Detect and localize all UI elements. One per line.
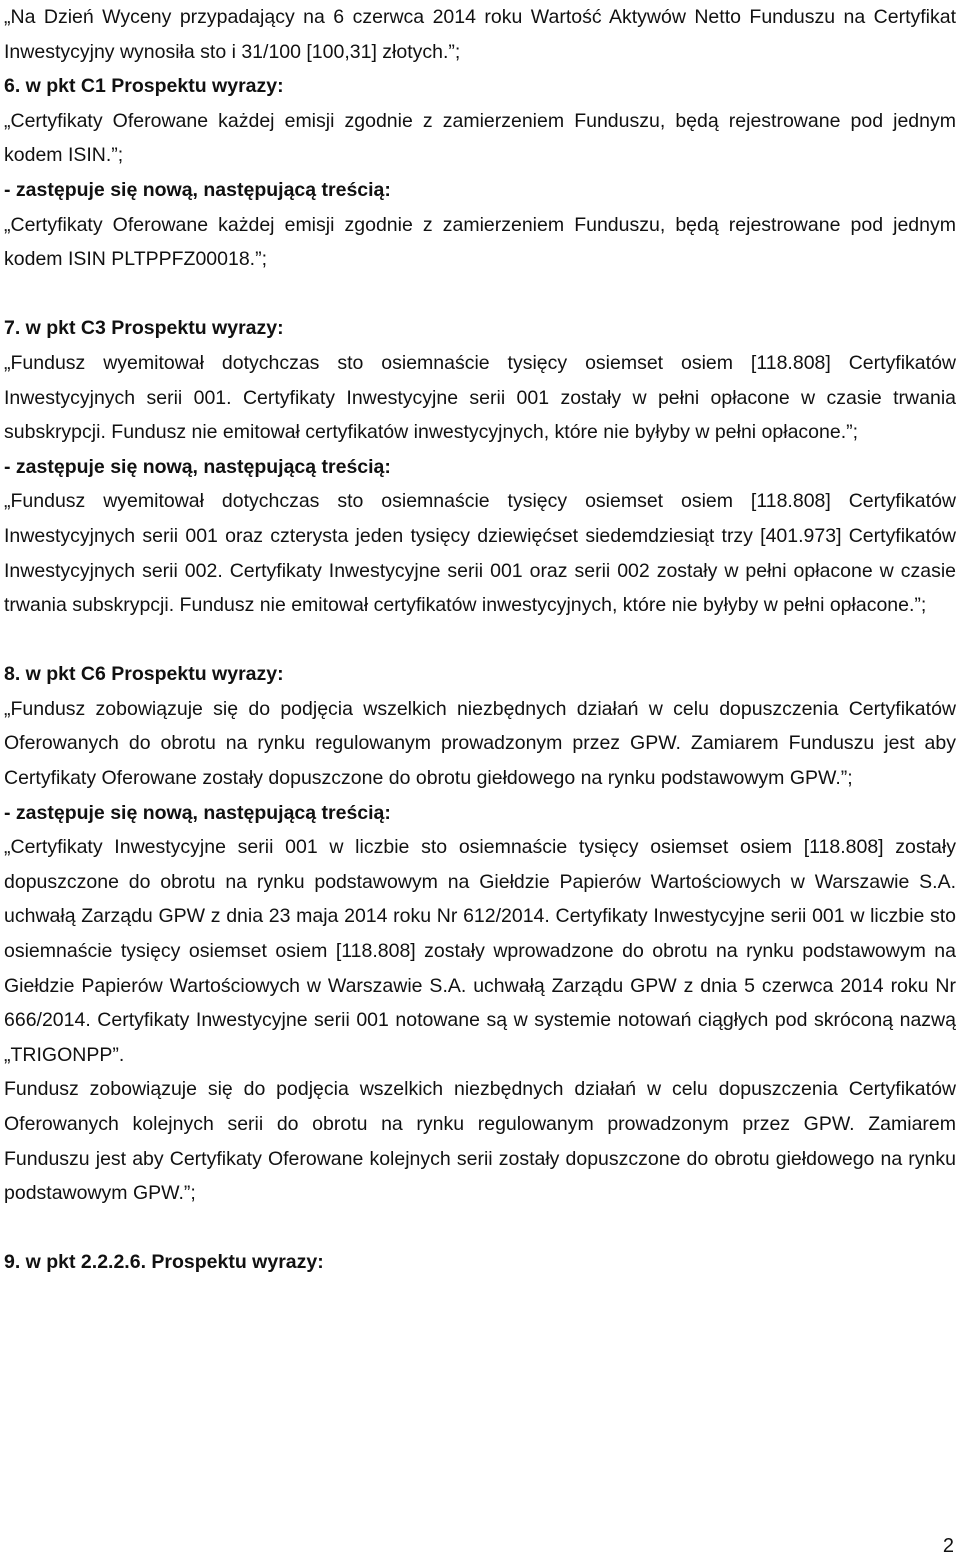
section-heading-6 (4, 69, 956, 104)
replacement-label-7 (4, 450, 956, 485)
section-heading-9-text: 9. w pkt 2.2.2.6. Prospektu wyrazy: (4, 1251, 324, 1274)
quoted-new-text-8-part1: „Certyfikaty Inwestycyjne serii 001 w liczbie sto osiemnaście tysięcy osiemset osiem [118.808] zostały dopuszczone do obrotu na rynku podstawowym na Giełdzie Papierów Wartościowych w Warszawie S.A. uchwałą Zarządu GPW z dnia 23 maja 2014 roku Nr 612/2014. Certyfikaty Inwestycyjne serii 001 w liczbie sto osiemnaście tysięcy osiemset osiem [118.808] zostały wprowadzone do obrotu na rynku podstawowym na Giełdzie Papierów Wartościowych w Warszawie S.A. uchwałą Zarządu GPW z dnia 5 czerwca 2014 roku Nr 666/2014. Certyfikaty Inwestycyjne serii 001 notowane są w systemie notowań ciągłych pod skróconą nazwą „TRIGONPP”. (4, 836, 956, 1066)
section-heading-6-text: 6. w pkt C1 Prospektu wyrazy: (4, 75, 284, 98)
section-heading-7-text: 7. w pkt C3 Prospektu wyrazy: (4, 317, 284, 340)
section-heading-8 (4, 657, 956, 692)
replacement-label-6-text: - zastępuje się nową, następującą treścią: (4, 178, 391, 201)
spacer (4, 1211, 956, 1246)
quoted-new-text-6: „Certyfikaty Oferowane każdej emisji zgodnie z zamierzeniem Funduszu, będą rejestrowane pod jednym kodem ISIN PLTPPFZ00018.”; (4, 213, 956, 271)
replacement-label-8 (4, 796, 956, 831)
section-heading-8-text: 8. w pkt C6 Prospektu wyrazy: (4, 663, 284, 686)
spacer (4, 623, 956, 658)
quoted-old-text-7: „Fundusz wyemitował dotychczas sto osiemnaście tysięcy osiemset osiem [118.808] Certyfikatów Inwestycyjnych serii 001. Certyfikaty Inwestycyjne serii 001 zostały w pełni opłacone w czasie trwania subskrypcji. Fundusz nie emitował certyfikatów inwestycyjnych, które nie byłyby w pełni opłacone.”; (4, 351, 956, 444)
page-number: 2 (942, 1535, 954, 1557)
replacement-label-6 (4, 173, 956, 208)
quoted-old-text-8: „Fundusz zobowiązuje się do podjęcia wszelkich niezbędnych działań w celu dopuszczenia Certyfikatów Oferowanych do obrotu na rynku regulowanym prowadzonym przez GPW. Zamiarem Funduszu jest aby Certyfikaty Oferowane zostały dopuszczone do obrotu giełdowego na rynku podstawowym GPW.”; (4, 697, 956, 790)
spacer (4, 277, 956, 312)
replacement-label-7-text: - zastępuje się nową, następującą treścią: (4, 455, 391, 478)
replacement-label-8-text: - zastępuje się nową, następującą treścią: (4, 801, 391, 824)
paragraph-nav-value: „Na Dzień Wyceny przypadający na 6 czerwca 2014 roku Wartość Aktywów Netto Funduszu na Certyfikat Inwestycyjny wynosiła sto i 31/100 [100,31] złotych.”; (4, 6, 956, 63)
quoted-new-text-8-part2: Fundusz zobowiązuje się do podjęcia wszelkich niezbędnych działań w celu dopuszczenia Certyfikatów Oferowanych kolejnych serii do obrotu na rynku regulowanym prowadzonym przez GPW. Zamiarem Funduszu jest aby Certyfikaty Oferowane kolejnych serii zostały dopuszczone do obrotu giełdowego na rynku podstawowym GPW.”; (4, 1078, 956, 1205)
quoted-new-text-7: „Fundusz wyemitował dotychczas sto osiemnaście tysięcy osiemset osiem [118.808] Certyfikatów Inwestycyjnych serii 001 oraz czterysta jeden tysięcy dziewięćset siedemdziesiąt trzy [401.973] Certyfikatów Inwestycyjnych serii 002. Certyfikaty Inwestycyjne serii 001 oraz serii 002 zostały w pełni opłacone w czasie trwania subskrypcji. Fundusz nie emitował certyfikatów inwestycyjnych, które nie byłyby w pełni opłacone.”; (4, 490, 956, 617)
section-heading-9 (4, 1245, 956, 1280)
document-page (4, 0, 956, 1280)
quoted-old-text-6: „Certyfikaty Oferowane każdej emisji zgodnie z zamierzeniem Funduszu, będą rejestrowane pod jednym kodem ISIN.”; (4, 109, 956, 167)
section-heading-7 (4, 311, 956, 346)
